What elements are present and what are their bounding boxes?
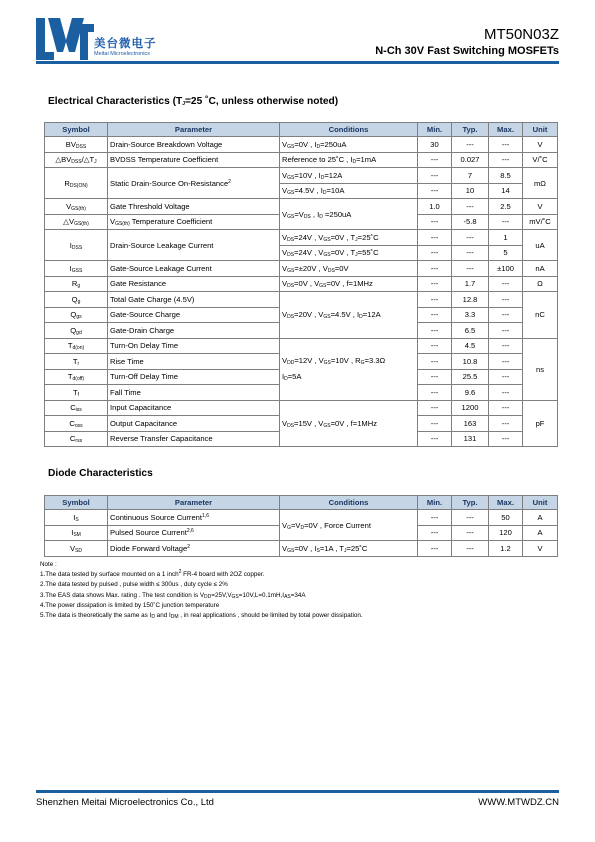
diode-characteristics-table: [44, 495, 558, 557]
unit-cell: mΩ: [523, 168, 558, 199]
min-cell: ---: [418, 510, 452, 526]
unit-cell: V: [523, 137, 558, 153]
unit-cell: nA: [523, 261, 558, 277]
symbol-cell: $C_{rss}$: [45, 431, 108, 447]
footer-company: Shenzhen Meitai Microelectronics Co., Ltd: [36, 797, 214, 808]
unit-cell: A: [523, 510, 558, 526]
max-cell: ---: [489, 369, 523, 385]
min-cell: ---: [418, 431, 452, 447]
table-row: [45, 199, 558, 215]
table-row: [45, 400, 558, 416]
min-cell: ---: [418, 261, 452, 277]
parameter-cell: Drain-Source Leakage Current: [108, 230, 280, 261]
max-cell: ---: [489, 354, 523, 370]
logo-english-name: Meitai Microelectronics: [94, 51, 150, 57]
header-parameter: Parameter: [108, 496, 280, 510]
min-cell: ---: [418, 416, 452, 432]
parameter-cell: Gate Threshold Voltage: [108, 199, 280, 215]
header-conditions: Conditions: [280, 496, 418, 510]
table-row: [45, 276, 558, 292]
conditions-cell: $V_{GS}=0V$ , $I_D=250uA$: [280, 137, 418, 153]
table-row: [45, 168, 558, 184]
header-typ: Typ.: [452, 496, 489, 510]
unit-cell: uA: [523, 230, 558, 261]
max-cell: ±100: [489, 261, 523, 277]
typ-cell: 163: [452, 416, 489, 432]
typ-cell: 10.8: [452, 354, 489, 370]
typ-cell: 10: [452, 183, 489, 199]
parameter-cell: Gate-Drain Charge: [108, 323, 280, 339]
min-cell: ---: [418, 245, 452, 261]
max-cell: ---: [489, 416, 523, 432]
min-cell: ---: [418, 214, 452, 230]
note-5: 5.The data is theoretically the same as $I_D$ and $I_{DM}$ , in real applications , should be limited by total power dissipation.: [40, 612, 363, 621]
conditions-cell: $V_{DS}=20V$ , $V_{GS}=4.5V$ , $I_D=12A$: [280, 292, 418, 339]
min-cell: ---: [418, 541, 452, 557]
unit-cell: V: [523, 541, 558, 557]
symbol-cell: $R_g$: [45, 276, 108, 292]
part-number: MT50N03Z: [483, 26, 559, 43]
parameter-cell: Output Capacitance: [108, 416, 280, 432]
footer-divider: [36, 790, 559, 793]
min-cell: ---: [418, 276, 452, 292]
max-cell: ---: [489, 338, 523, 354]
header-parameter: Parameter: [108, 123, 280, 137]
unit-cell: V: [523, 199, 558, 215]
table-row: [45, 137, 558, 153]
parameter-cell: Turn-Off Delay Time: [108, 369, 280, 385]
electrical-section-title: Electrical Characteristics ($T_J=25$ ˚C, unless otherwise noted): [48, 96, 339, 107]
max-cell: ---: [489, 152, 523, 168]
max-cell: ---: [489, 292, 523, 308]
table-row: [45, 541, 558, 557]
max-cell: 120: [489, 525, 523, 541]
table-row: [45, 510, 558, 526]
diode-section-title: Diode Characteristics: [48, 468, 153, 479]
typ-cell: ---: [452, 245, 489, 261]
header-min: Min.: [418, 123, 452, 137]
symbol-cell: $Q_{gd}$: [45, 323, 108, 339]
conditions-cell: $V_{DD}=12V$ , $V_{GS}=10V$ , $R_G=3.3\Omega$ $I_D=5A$: [280, 338, 418, 400]
header-symbol: Symbol: [45, 123, 108, 137]
parameter-cell: Total Gate Charge (4.5V): [108, 292, 280, 308]
conditions-cell: $V_{GS}=\pm 20V$ , $V_{DS}=0V$: [280, 261, 418, 277]
symbol-cell: $V_{SD}$: [45, 541, 108, 557]
max-cell: 1: [489, 230, 523, 246]
conditions-cell: $V_{GS}=4.5V$ , $I_D=10A$: [280, 183, 418, 199]
symbol-cell: $T_r$: [45, 354, 108, 370]
parameter-cell: Diode Forward Voltage$^2$: [108, 541, 280, 557]
unit-cell: nC: [523, 292, 558, 339]
max-cell: ---: [489, 400, 523, 416]
typ-cell: ---: [452, 541, 489, 557]
min-cell: ---: [418, 525, 452, 541]
symbol-cell: $C_{oss}$: [45, 416, 108, 432]
max-cell: 2.5: [489, 199, 523, 215]
typ-cell: -5.8: [452, 214, 489, 230]
symbol-cell: $\triangle V_{GS(th)}$: [45, 214, 108, 230]
note-2: 2.The data tested by pulsed , pulse width ≤ 300us , duty cycle ≤ 2%: [40, 581, 228, 589]
header-divider: [36, 61, 559, 64]
max-cell: 1.2: [489, 541, 523, 557]
typ-cell: 1.7: [452, 276, 489, 292]
symbol-cell: $\triangle BV_{DSS}/\triangle T_J$: [45, 152, 108, 168]
typ-cell: 7: [452, 168, 489, 184]
min-cell: ---: [418, 354, 452, 370]
electrical-characteristics-table: [44, 122, 558, 447]
unit-cell: pF: [523, 400, 558, 447]
min-cell: ---: [418, 183, 452, 199]
max-cell: ---: [489, 214, 523, 230]
typ-cell: 4.5: [452, 338, 489, 354]
typ-cell: ---: [452, 525, 489, 541]
conditions-cell: $V_{GS}=0V$ , $I_S=1A$ , $T_J=25˚C$: [280, 541, 418, 557]
parameter-cell: Continuous Source Current$^{1,6}$: [108, 510, 280, 526]
parameter-cell: Input Capacitance: [108, 400, 280, 416]
typ-cell: ---: [452, 230, 489, 246]
table-header-row: [45, 123, 558, 137]
conditions-cell: $V_{GS}=10V$ , $I_D=12A$: [280, 168, 418, 184]
unit-cell: Ω: [523, 276, 558, 292]
max-cell: 50: [489, 510, 523, 526]
typ-cell: ---: [452, 510, 489, 526]
typ-cell: 131: [452, 431, 489, 447]
min-cell: ---: [418, 338, 452, 354]
min-cell: ---: [418, 400, 452, 416]
conditions-cell: Reference to 25˚C , $I_D=1mA$: [280, 152, 418, 168]
conditions-cell: $V_G=V_D=0V$ , Force Current: [280, 510, 418, 541]
typ-cell: ---: [452, 137, 489, 153]
unit-cell: mV/˚C: [523, 214, 558, 230]
parameter-cell: $V_{GS(th)}$ Temperature Coefficient: [108, 214, 280, 230]
note-3: 3.The EAS data shows Max. rating . The test condition is $V_{DD}=25V,V_{GS}=10V,L=0.1mH,I_{AS}=34A$: [40, 591, 306, 600]
symbol-cell: $I_S$: [45, 510, 108, 526]
min-cell: ---: [418, 369, 452, 385]
unit-cell: V/˚C: [523, 152, 558, 168]
symbol-cell: $I_{DSS}$: [45, 230, 108, 261]
parameter-cell: Fall Time: [108, 385, 280, 401]
max-cell: 14: [489, 183, 523, 199]
symbol-cell: $I_{GSS}$: [45, 261, 108, 277]
max-cell: 8.5: [489, 168, 523, 184]
typ-cell: 6.5: [452, 323, 489, 339]
header-conditions: Conditions: [280, 123, 418, 137]
max-cell: ---: [489, 276, 523, 292]
min-cell: ---: [418, 152, 452, 168]
table-row: [45, 230, 558, 246]
symbol-cell: $C_{iss}$: [45, 400, 108, 416]
notes-block: [40, 560, 363, 621]
symbol-cell: $T_{d(off)}$: [45, 369, 108, 385]
max-cell: 5: [489, 245, 523, 261]
min-cell: 1.0: [418, 199, 452, 215]
min-cell: 30: [418, 137, 452, 153]
parameter-cell: Gate Resistance: [108, 276, 280, 292]
header-symbol: Symbol: [45, 496, 108, 510]
min-cell: ---: [418, 307, 452, 323]
parameter-cell: Drain-Source Breakdown Voltage: [108, 137, 280, 153]
header-unit: Unit: [523, 123, 558, 137]
typ-cell: 1200: [452, 400, 489, 416]
table-row: [45, 261, 558, 277]
conditions-cell: $V_{DS}=24V$ , $V_{GS}=0V$ , $T_J=55˚C$: [280, 245, 418, 261]
parameter-cell: Pulsed Source Current$^{2,6}$: [108, 525, 280, 541]
notes-title: Note :: [40, 561, 57, 568]
symbol-cell: $Q_g$: [45, 292, 108, 308]
symbol-cell: $I_{SM}$: [45, 525, 108, 541]
unit-cell: ns: [523, 338, 558, 400]
header-max: Max.: [489, 496, 523, 510]
symbol-cell: $V_{GS(th)}$: [45, 199, 108, 215]
note-4: 4.The power dissipation is limited by 150˚C junction temperature: [40, 601, 220, 609]
min-cell: ---: [418, 168, 452, 184]
min-cell: ---: [418, 230, 452, 246]
table-row: [45, 152, 558, 168]
typ-cell: ---: [452, 199, 489, 215]
parameter-cell: BVDSS Temperature Coefficient: [108, 152, 280, 168]
typ-cell: 25.5: [452, 369, 489, 385]
company-logo-icon: [36, 18, 94, 60]
header-unit: Unit: [523, 496, 558, 510]
document-subtitle: N-Ch 30V Fast Switching MOSFETs: [375, 45, 559, 57]
symbol-cell: $R_{DS(ON)}$: [45, 168, 108, 199]
conditions-cell: $V_{DS}=15V$ , $V_{GS}=0V$ , f=1MHz: [280, 400, 418, 447]
typ-cell: ---: [452, 261, 489, 277]
symbol-cell: $Q_{gs}$: [45, 307, 108, 323]
parameter-cell: Static Drain-Source On-Resistance$^2$: [108, 168, 280, 199]
parameter-cell: Rise Time: [108, 354, 280, 370]
conditions-cell: $V_{GS}=V_{DS}$ , $I_D =250uA$: [280, 199, 418, 230]
typ-cell: 0.027: [452, 152, 489, 168]
max-cell: ---: [489, 431, 523, 447]
parameter-cell: Turn-On Delay Time: [108, 338, 280, 354]
parameter-cell: Gate-Source Charge: [108, 307, 280, 323]
max-cell: ---: [489, 137, 523, 153]
header-min: Min.: [418, 496, 452, 510]
min-cell: ---: [418, 323, 452, 339]
max-cell: ---: [489, 307, 523, 323]
table-row: [45, 292, 558, 308]
min-cell: ---: [418, 385, 452, 401]
unit-cell: A: [523, 525, 558, 541]
table-header-row: [45, 496, 558, 510]
symbol-cell: $BV_{DSS}$: [45, 137, 108, 153]
note-1: 1.The data tested by surface mounted on a 1 inch$^2$ FR-4 board with 2OZ copper.: [40, 569, 265, 579]
parameter-cell: Gate-Source Leakage Current: [108, 261, 280, 277]
typ-cell: 9.6: [452, 385, 489, 401]
conditions-cell: $V_{DS}=24V$ , $V_{GS}=0V$ , $T_J=25˚C$: [280, 230, 418, 246]
symbol-cell: $T_f$: [45, 385, 108, 401]
max-cell: ---: [489, 385, 523, 401]
header-typ: Typ.: [452, 123, 489, 137]
max-cell: ---: [489, 323, 523, 339]
parameter-cell: Reverse Transfer Capacitance: [108, 431, 280, 447]
typ-cell: 3.3: [452, 307, 489, 323]
logo-chinese-name: 美台微电子: [94, 36, 157, 50]
footer-website: WWW.MTWDZ.CN: [478, 797, 559, 808]
header-max: Max.: [489, 123, 523, 137]
table-row: [45, 338, 558, 354]
min-cell: ---: [418, 292, 452, 308]
conditions-cell: $V_{DS}=0V$ , $V_{GS}=0V$ , f=1MHz: [280, 276, 418, 292]
typ-cell: 12.8: [452, 292, 489, 308]
symbol-cell: $T_{d(on)}$: [45, 338, 108, 354]
